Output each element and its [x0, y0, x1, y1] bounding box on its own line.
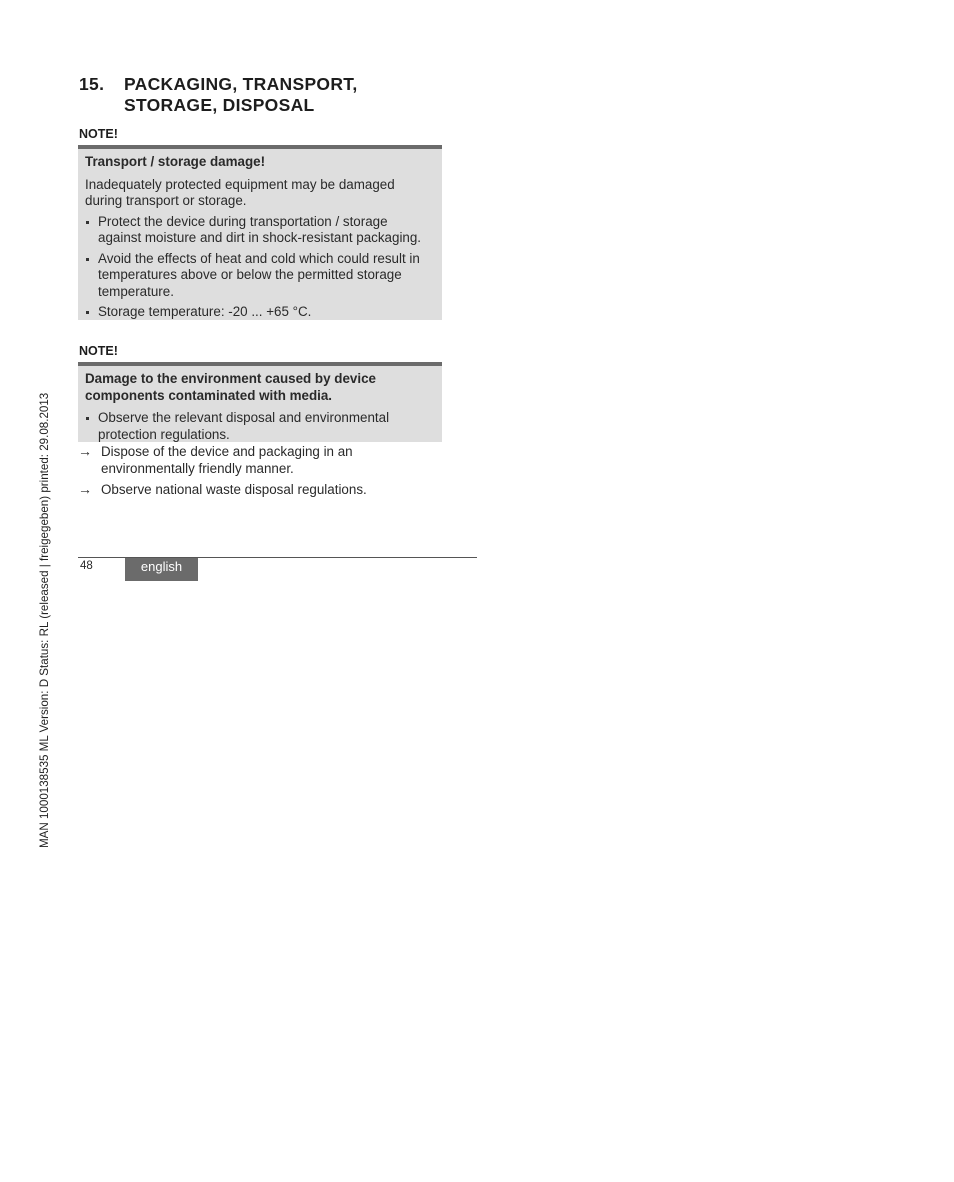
page-number: 48 [80, 560, 93, 572]
note-title: Damage to the environment caused by device components contaminated with media. [85, 371, 376, 403]
note-list [85, 214, 434, 321]
section-heading [79, 74, 357, 116]
note-box-transport [78, 145, 442, 320]
list-item: Avoid the effects of heat and cold which could result in temperatures above or below the permitted storage temperature. [85, 251, 434, 301]
note-intro: Inadequately protected equipment may be damaged during transport or storage. [85, 176, 395, 208]
note-label-2: NOTE! [79, 344, 118, 358]
instruction-step [78, 482, 448, 499]
list-item: Storage temperature: -20 ... +65 °C. [85, 304, 434, 321]
arrow-right-icon: → [78, 443, 92, 459]
instruction-steps [78, 444, 448, 504]
list-item: Protect the device during transportation / storage against moisture and dirt in shock-resistant packaging. [85, 214, 434, 247]
note-box-environment [78, 362, 442, 442]
note-label-1: NOTE! [79, 127, 118, 141]
step-text: Observe national waste disposal regulations. [101, 482, 367, 497]
list-item: Observe the relevant disposal and environmental protection regulations. [85, 410, 434, 443]
section-title-line2: STORAGE, DISPOSAL [124, 95, 315, 115]
language-tab: english [125, 558, 198, 581]
arrow-right-icon: → [78, 481, 92, 497]
instruction-step [78, 444, 448, 477]
step-text: Dispose of the device and packaging in an environmentally friendly manner. [101, 444, 353, 476]
section-title-line1: PACKAGING, TRANSPORT, [124, 74, 358, 94]
section-number: 15. [79, 74, 105, 94]
note-title: Transport / storage damage! [85, 154, 266, 169]
document-margin-note: MAN 1000138535 ML Version: D Status: RL (released | freigegeben) printed: 29.08.2013 [38, 392, 51, 848]
note-list [85, 410, 434, 443]
